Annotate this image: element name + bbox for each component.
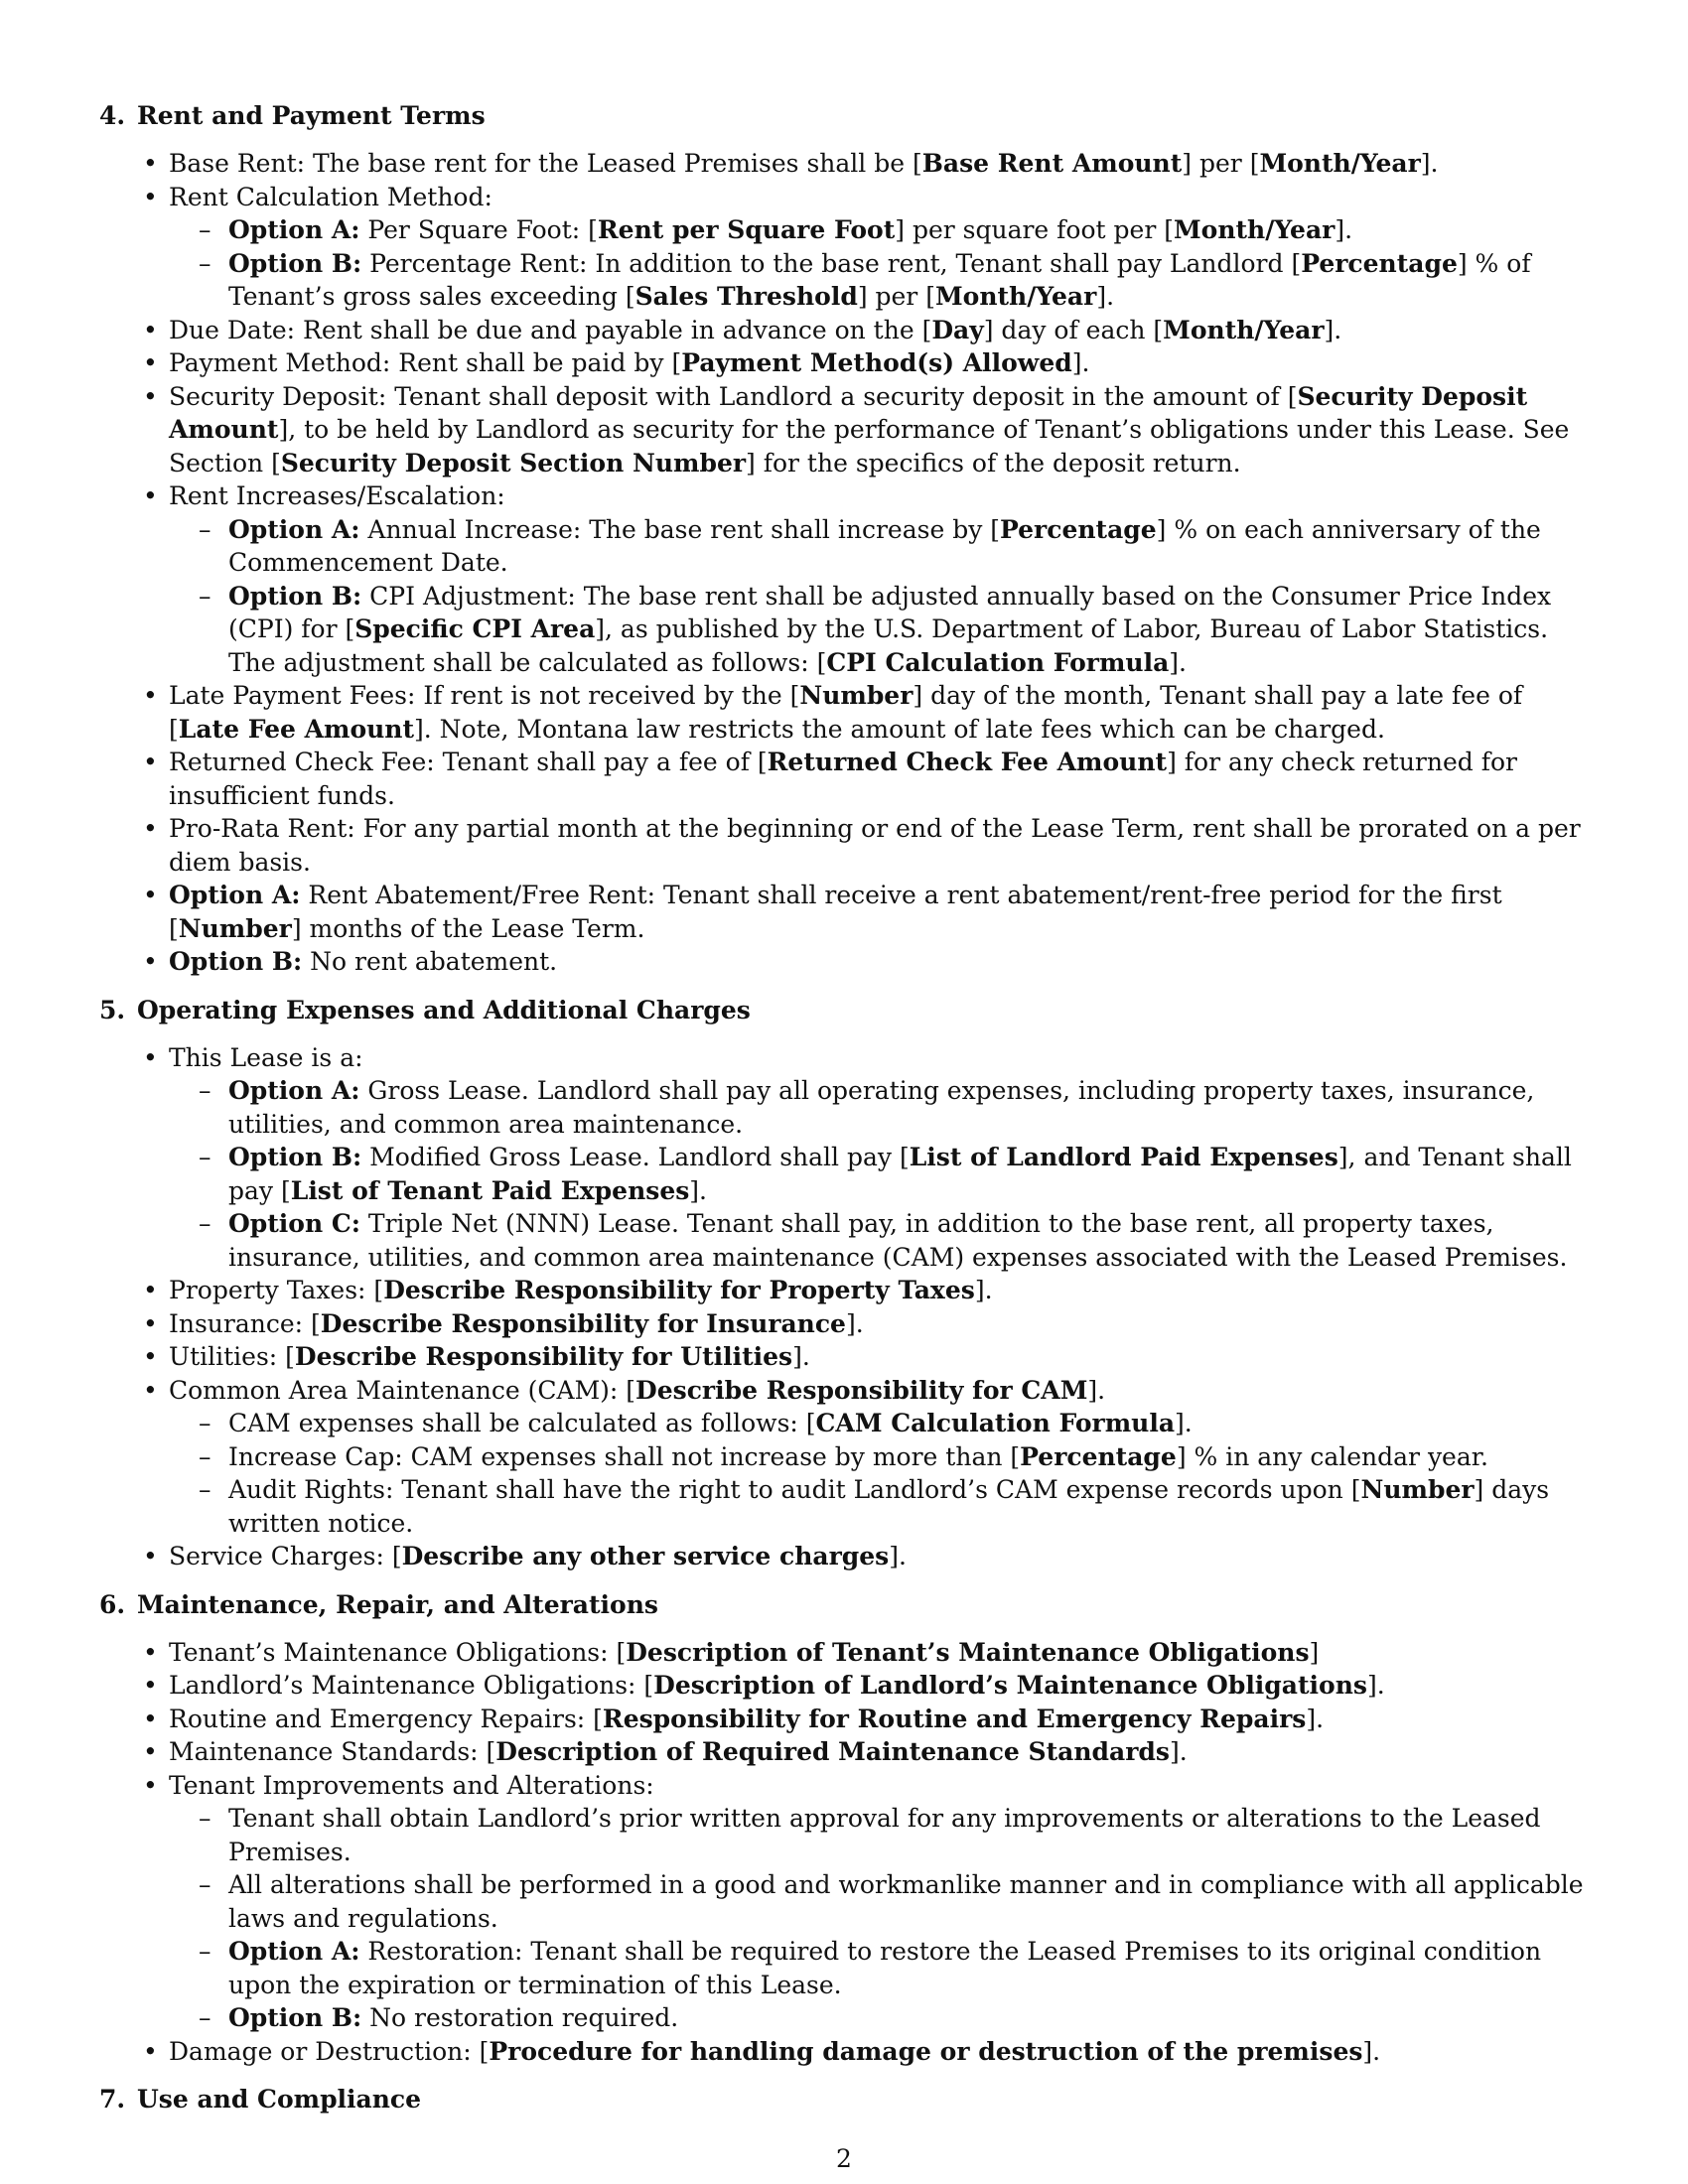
placeholder-field: Returned Check Fee Amount xyxy=(767,748,1168,776)
section-number: 4. xyxy=(99,101,126,130)
placeholder-field: Month/Year xyxy=(1163,315,1325,344)
section-title: Maintenance, Repair, and Alterations xyxy=(137,1589,658,1619)
list-item-text: This Lease is a: xyxy=(169,1042,363,1072)
list-item xyxy=(169,380,1599,480)
list-item-text: Service Charges: [Describe any other service charges]. xyxy=(169,1542,907,1570)
sub-list-item: – Option B: No restoration required. xyxy=(228,2001,1599,2035)
placeholder-field: Procedure for handling damage or destruction of the premises xyxy=(489,2036,1363,2066)
placeholder-field: Percentage xyxy=(1301,248,1458,278)
page-number: 2 xyxy=(836,2144,852,2173)
list-item-text: Option A: Rent Abatement/Free Rent: Tenant shall receive a rent abatement/rent-free period for the first [Number] months of the Lease Term. xyxy=(169,881,1502,943)
placeholder-field: Month/Year xyxy=(934,282,1097,311)
list-item xyxy=(169,945,1599,979)
list-item xyxy=(169,879,1599,945)
placeholder-field: Option A: xyxy=(228,215,360,244)
placeholder-field: Payment Method(s) Allowed xyxy=(681,348,1072,377)
list-item xyxy=(169,1703,1599,1736)
sub-list-item: – Option C: Triple Net (NNN) Lease. Tenant shall pay, in addition to the base rent, all property taxes, insurance, utilities, and common area maintenance (CAM) expenses associated with the Leased Premises. xyxy=(228,1207,1599,1274)
placeholder-field: Responsibility for Routine and Emergency Repairs xyxy=(602,1704,1307,1733)
placeholder-field: Option C: xyxy=(228,1209,360,1238)
list-item xyxy=(169,1340,1599,1374)
placeholder-field: Option B: xyxy=(169,947,303,976)
list-item-text: Tenant Improvements and Alterations: xyxy=(169,1770,654,1800)
sub-list-item: – Increase Cap: CAM expenses shall not increase by more than [Percentage] % in any calendar year. xyxy=(228,1440,1599,1474)
list-item-text: Rent Increases/Escalation: xyxy=(169,481,505,510)
list-item-text: Security Deposit: Tenant shall deposit with Landlord a security deposit in the amount of [Security Deposit Amount], to be held by Landlord as security for the performance of Tenant’s obligations under this Lease. See Section [Security Deposit Section Number] for the specifics of the deposit return. xyxy=(169,381,1570,478)
placeholder-field: Month/Year xyxy=(1173,215,1336,244)
sub-list-item: – Option A: Annual Increase: The base rent shall increase by [Percentage] % on each anniversary of the Commencement Date. xyxy=(228,513,1599,580)
placeholder-field: Description of Landlord’s Maintenance Obligations xyxy=(653,1671,1367,1700)
list-item-text: Routine and Emergency Repairs: [Responsibility for Routine and Emergency Repairs]. xyxy=(169,1704,1325,1733)
sub-list xyxy=(169,513,1599,680)
list-item xyxy=(169,479,1599,679)
sub-list-item: – Option A: Gross Lease. Landlord shall pay all operating expenses, including property taxes, insurance, utilities, and common area maintenance. xyxy=(228,1074,1599,1141)
list-item-text: Property Taxes: [Describe Responsibility for Property Taxes]. xyxy=(169,1276,993,1304)
list-item-text: Insurance: [Describe Responsibility for Insurance]. xyxy=(169,1308,864,1338)
placeholder-field: Number xyxy=(178,913,292,943)
placeholder-field: Security Deposit Section Number xyxy=(280,448,747,478)
list-item xyxy=(169,147,1599,181)
sub-list-item: – Tenant shall obtain Landlord’s prior written approval for any improvements or alterations to the Leased Premises. xyxy=(228,1802,1599,1868)
section-heading xyxy=(99,994,1599,1026)
sub-list-item: – CAM expenses shall be calculated as follows: [CAM Calculation Formula]. xyxy=(228,1407,1599,1440)
list-item xyxy=(169,1769,1599,2035)
list-item xyxy=(169,1274,1599,1307)
section-title: Rent and Payment Terms xyxy=(137,101,486,130)
list-item-text: Due Date: Rent shall be due and payable in advance on the [Day] day of each [Month/Year]. xyxy=(169,315,1342,344)
placeholder-field: CAM Calculation Formula xyxy=(815,1409,1176,1437)
list-item xyxy=(169,1636,1599,1670)
list-item xyxy=(169,1669,1599,1703)
placeholder-field: List of Tenant Paid Expenses xyxy=(290,1175,690,1205)
list-item-text: Common Area Maintenance (CAM): [Describe Responsibility for CAM]. xyxy=(169,1375,1106,1405)
sub-list xyxy=(169,1407,1599,1540)
placeholder-field: Description of Tenant’s Maintenance Obligations xyxy=(626,1637,1310,1667)
placeholder-field: Describe Responsibility for Utilities xyxy=(294,1342,793,1371)
document-page xyxy=(99,99,1599,2130)
list-item-text: Returned Check Fee: Tenant shall pay a fee of [Returned Check Fee Amount] for any check returned for insufficient funds. xyxy=(169,748,1517,810)
list-item xyxy=(169,1374,1599,1541)
sub-list-item: – Option A: Per Square Foot: [Rent per Square Foot] per square foot per [Month/Year]. xyxy=(228,213,1599,247)
placeholder-field: Option B: xyxy=(228,248,362,278)
list-item-text: Landlord’s Maintenance Obligations: [Description of Landlord’s Maintenance Obligations]. xyxy=(169,1671,1385,1700)
placeholder-field: Specific CPI Area xyxy=(354,614,596,643)
sub-list-item: – Option A: Restoration: Tenant shall be required to restore the Leased Premises to its original condition upon the expiration or termination of this Lease. xyxy=(228,1935,1599,2001)
placeholder-field: Security Deposit Amount xyxy=(169,381,1528,444)
placeholder-field: Day xyxy=(931,315,984,344)
placeholder-field: Option B: xyxy=(228,2003,362,2032)
list-item xyxy=(169,679,1599,746)
list-item xyxy=(169,346,1599,380)
section-list xyxy=(99,1041,1599,1573)
list-item xyxy=(169,1307,1599,1341)
placeholder-field: Describe Responsibility for Insurance xyxy=(320,1308,846,1338)
list-item-text: Pro-Rata Rent: For any partial month at the beginning or end of the Lease Term, rent shall be prorated on a per diem basis. xyxy=(169,814,1581,877)
list-item-text: Tenant’s Maintenance Obligations: [Description of Tenant’s Maintenance Obligations] xyxy=(169,1637,1320,1667)
list-item xyxy=(169,2035,1599,2069)
placeholder-field: Option A: xyxy=(228,1076,360,1105)
list-item xyxy=(169,314,1599,347)
list-item-text: Rent Calculation Method: xyxy=(169,182,492,211)
section-number: 7. xyxy=(99,2085,126,2114)
placeholder-field: Percentage xyxy=(1020,1441,1177,1471)
placeholder-field: Option B: xyxy=(228,1143,362,1171)
placeholder-field: Option B: xyxy=(228,581,362,611)
section-list xyxy=(99,147,1599,979)
placeholder-field: Number xyxy=(799,681,914,710)
list-item-text: Damage or Destruction: [Procedure for handling damage or destruction of the premises]. xyxy=(169,2036,1381,2066)
placeholder-field: Percentage xyxy=(1000,514,1157,544)
placeholder-field: List of Landlord Paid Expenses xyxy=(909,1143,1338,1171)
placeholder-field: Sales Threshold xyxy=(634,282,858,311)
section-heading xyxy=(99,99,1599,132)
sub-list xyxy=(169,213,1599,314)
list-item-text: Payment Method: Rent shall be paid by [Payment Method(s) Allowed]. xyxy=(169,348,1090,377)
list-item-text: Late Payment Fees: If rent is not received by the [Number] day of the month, Tenant shall pay a late fee of [Late Fee Amount]. Note, Montana law restricts the amount of late fees which can be charged. xyxy=(169,681,1523,744)
list-item xyxy=(169,181,1599,314)
list-item xyxy=(169,1540,1599,1573)
section-number: 6. xyxy=(99,1589,126,1619)
sub-list-item: – Option B: Modified Gross Lease. Landlord shall pay [List of Landlord Paid Expenses], and Tenant shall pay [List of Tenant Paid Expenses]. xyxy=(228,1141,1599,1207)
sub-list-item: – Option B: Percentage Rent: In addition to the base rent, Tenant shall pay Landlord [Percentage] % of Tenant’s gross sales exceeding [Sales Threshold] per [Month/Year]. xyxy=(228,247,1599,314)
placeholder-field: Describe any other service charges xyxy=(401,1542,890,1570)
section-heading xyxy=(99,1588,1599,1621)
list-item xyxy=(169,1735,1599,1769)
placeholder-field: Description of Required Maintenance Standards xyxy=(495,1737,1170,1766)
list-item xyxy=(169,1041,1599,1275)
section-title: Operating Expenses and Additional Charges xyxy=(137,995,751,1024)
placeholder-field: Option A: xyxy=(169,881,301,909)
placeholder-field: Describe Responsibility for Property Taxes xyxy=(383,1276,975,1304)
section-heading xyxy=(99,2083,1599,2116)
list-item-text: Maintenance Standards: [Description of Required Maintenance Standards]. xyxy=(169,1737,1188,1766)
placeholder-field: Number xyxy=(1360,1475,1475,1504)
sub-list xyxy=(169,1802,1599,2035)
section-list xyxy=(99,1636,1599,2069)
sub-list xyxy=(169,1074,1599,1274)
placeholder-field: Late Fee Amount xyxy=(178,714,415,744)
list-item-text: Utilities: [Describe Responsibility for Utilities]. xyxy=(169,1342,810,1371)
placeholder-field: Option A: xyxy=(228,514,360,544)
list-item-text: Base Rent: The base rent for the Leased Premises shall be [Base Rent Amount] per [Month/Year]. xyxy=(169,149,1439,178)
placeholder-field: Option A: xyxy=(228,1937,360,1966)
sub-list-item: – Option B: CPI Adjustment: The base rent shall be adjusted annually based on the Consumer Price Index (CPI) for [Specific CPI Area], as published by the U.S. Department of Labor, Bureau of Labor Statistics. The adjustment shall be calculated as follows: [CPI Calculation Formula]. xyxy=(228,580,1599,680)
sub-list-item: – All alterations shall be performed in a good and workmanlike manner and in compliance with all applicable laws and regulations. xyxy=(228,1868,1599,1935)
placeholder-field: CPI Calculation Formula xyxy=(826,647,1170,677)
placeholder-field: Month/Year xyxy=(1259,149,1421,178)
sub-list-item: – Audit Rights: Tenant shall have the right to audit Landlord’s CAM expense records upon [Number] days written notice. xyxy=(228,1473,1599,1540)
list-item xyxy=(169,812,1599,879)
placeholder-field: Describe Responsibility for CAM xyxy=(635,1375,1088,1405)
section-number: 5. xyxy=(99,995,126,1024)
placeholder-field: Rent per Square Foot xyxy=(597,215,896,244)
list-item-text: Option B: No rent abatement. xyxy=(169,947,558,976)
section-title: Use and Compliance xyxy=(137,2085,422,2114)
placeholder-field: Base Rent Amount xyxy=(921,149,1183,178)
list-item xyxy=(169,746,1599,812)
